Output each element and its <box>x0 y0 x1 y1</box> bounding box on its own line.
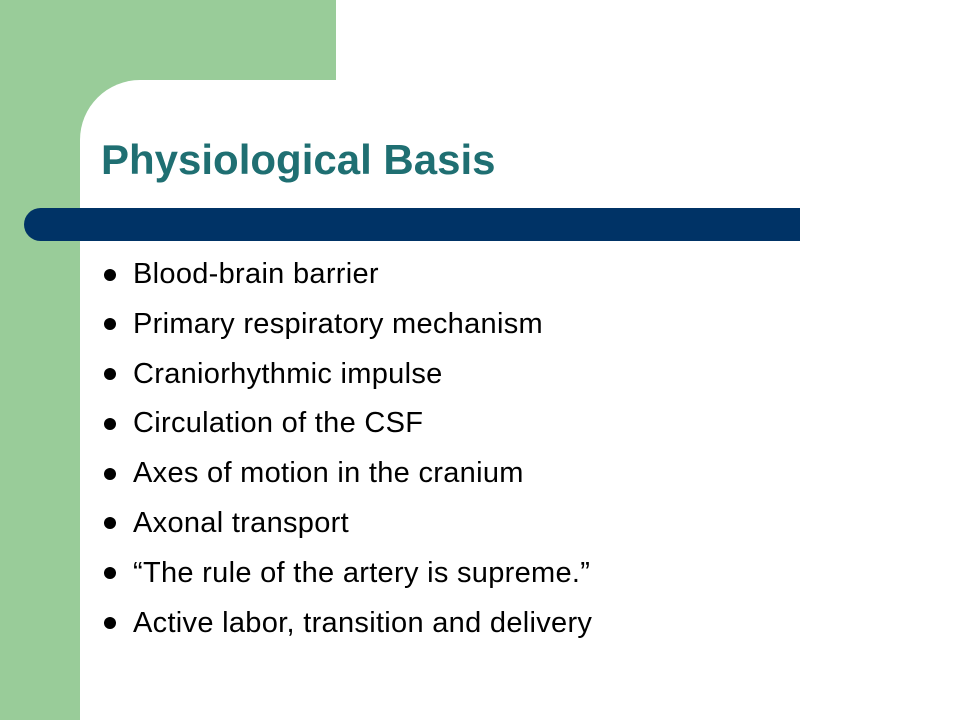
bullet-text: Circulation of the CSF <box>133 407 424 440</box>
bullet-icon <box>104 318 116 330</box>
bullet-text: Craniorhythmic impulse <box>133 357 443 390</box>
bullet-list <box>104 250 592 648</box>
bullet-item <box>104 499 592 548</box>
bullet-icon <box>104 269 116 281</box>
bullet-icon <box>104 368 116 380</box>
bullet-item <box>104 350 592 399</box>
bullet-text: Axonal transport <box>133 506 349 539</box>
bullet-text: Active labor, transition and delivery <box>133 606 593 639</box>
bullet-item <box>104 549 592 598</box>
bullet-text: Axes of motion in the cranium <box>133 457 524 490</box>
bullet-icon <box>104 418 116 430</box>
bullet-icon <box>104 617 116 629</box>
bullet-item <box>104 250 592 299</box>
bullet-text: Blood-brain barrier <box>133 258 379 290</box>
bullet-item <box>104 300 592 349</box>
bullet-item <box>104 599 592 648</box>
bullet-icon <box>104 567 116 579</box>
title-underline-bar <box>24 208 800 241</box>
bullet-item <box>104 399 592 448</box>
bullet-icon <box>104 468 116 480</box>
bullet-item <box>104 449 592 498</box>
bullet-text: Primary respiratory mechanism <box>133 307 543 340</box>
bullet-icon <box>104 517 116 529</box>
bullet-text: “The rule of the artery is supreme.” <box>133 556 591 589</box>
slide-title: Physiological Basis <box>101 136 496 183</box>
